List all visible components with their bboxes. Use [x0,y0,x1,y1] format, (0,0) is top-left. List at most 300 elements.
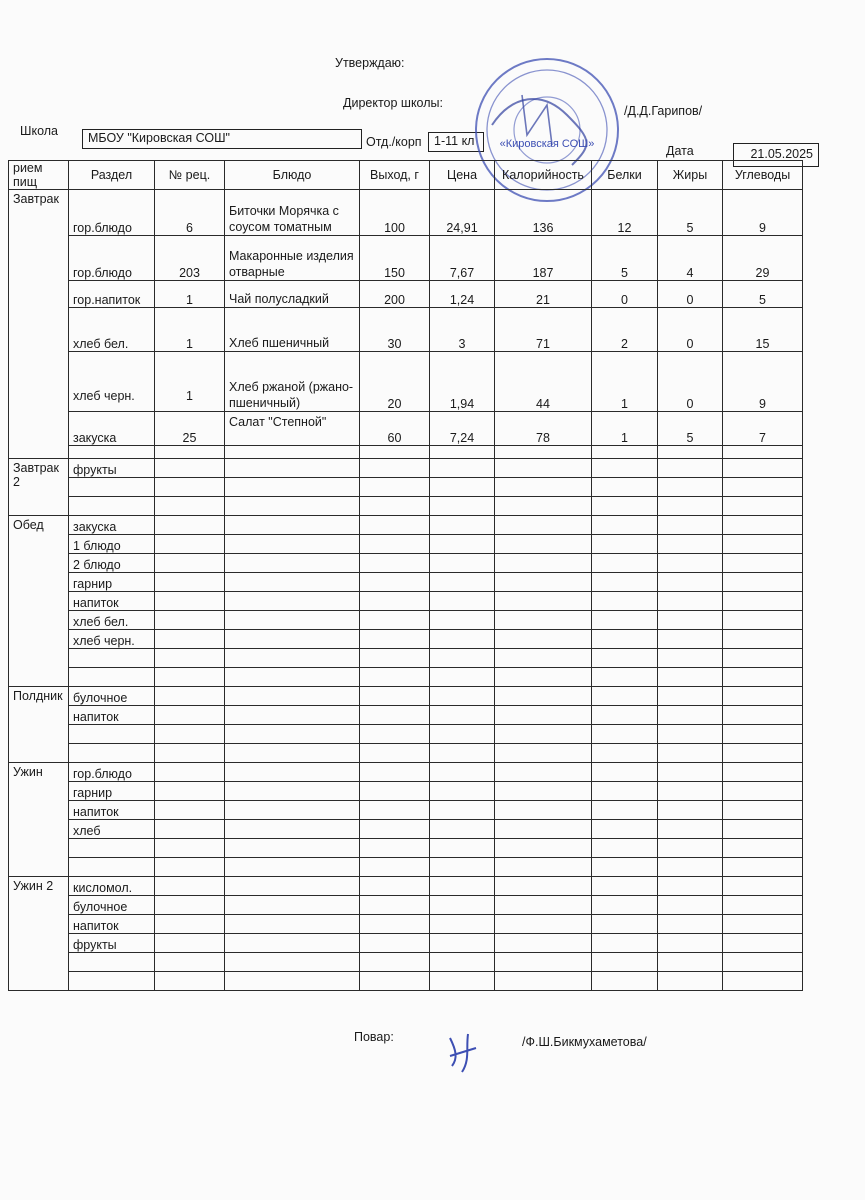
empty-cell [430,516,495,535]
empty-cell [592,630,658,649]
empty-cell [495,535,592,554]
empty-cell [225,497,360,516]
empty-cell [225,706,360,725]
empty-cell [723,915,803,934]
fat-cell: 5 [658,190,723,236]
empty-cell [723,744,803,763]
section-cell: хлеб [69,820,155,839]
table-row [9,763,803,782]
recipe-cell: 203 [155,236,225,281]
empty-cell [225,630,360,649]
empty-cell [723,877,803,896]
table-row [9,412,803,446]
empty-cell [225,649,360,668]
empty-cell [225,896,360,915]
school-label: Школа [20,124,58,138]
empty-cell [155,630,225,649]
fat-cell: 4 [658,236,723,281]
empty-cell [225,915,360,934]
protein-cell: 2 [592,308,658,352]
dish-cell: Макаронные изделия отварные [225,236,360,281]
section-cell: напиток [69,915,155,934]
empty-cell [155,478,225,497]
empty-cell [360,782,430,801]
table-row [9,972,803,991]
empty-cell [723,592,803,611]
empty-cell [495,972,592,991]
empty-cell [155,858,225,877]
empty-cell [225,478,360,497]
empty-cell [430,972,495,991]
empty-cell [225,782,360,801]
empty-cell [225,459,360,478]
empty-cell [592,953,658,972]
empty-cell [155,725,225,744]
meal-name: Ужин 2 [9,877,69,991]
director-label: Директор школы: [343,96,443,110]
empty-cell [723,516,803,535]
empty-cell [225,535,360,554]
empty-cell [723,573,803,592]
empty-cell [155,516,225,535]
empty-cell [592,535,658,554]
fat-cell: 0 [658,352,723,412]
empty-cell [723,630,803,649]
output-cell: 150 [360,236,430,281]
empty-cell [723,554,803,573]
empty-cell [658,763,723,782]
empty-cell [430,459,495,478]
empty-cell [430,592,495,611]
carb-cell: 7 [723,412,803,446]
empty-cell [360,972,430,991]
empty-cell [495,592,592,611]
empty-cell [658,820,723,839]
section-cell: фрукты [69,934,155,953]
empty-cell [225,725,360,744]
section-cell: фрукты [69,459,155,478]
table-row [9,820,803,839]
kcal-cell: 21 [495,281,592,308]
empty-cell [155,554,225,573]
empty-cell [360,497,430,516]
empty-cell [495,725,592,744]
table-row [9,934,803,953]
table-row [9,478,803,497]
empty-cell [225,801,360,820]
empty-cell [155,896,225,915]
section-cell: напиток [69,592,155,611]
recipe-cell: 6 [155,190,225,236]
col-recipe: № рец. [155,161,225,190]
empty-cell [592,592,658,611]
empty-cell [723,801,803,820]
empty-cell [592,459,658,478]
carb-cell: 15 [723,308,803,352]
empty-cell [155,497,225,516]
section-cell [69,744,155,763]
empty-cell [658,687,723,706]
kcal-cell: 78 [495,412,592,446]
section-cell: хлеб черн. [69,352,155,412]
fat-cell: 0 [658,308,723,352]
table-row [9,611,803,630]
empty-cell [495,953,592,972]
empty-cell [658,554,723,573]
empty-cell [495,516,592,535]
empty-cell [658,782,723,801]
kcal-cell: 44 [495,352,592,412]
empty-cell [430,668,495,687]
empty-cell [658,516,723,535]
empty-cell [155,877,225,896]
table-row [9,953,803,972]
empty-cell [658,668,723,687]
empty-cell [430,554,495,573]
empty-cell [360,535,430,554]
empty-cell [360,459,430,478]
price-cell: 1,94 [430,352,495,412]
empty-cell [658,839,723,858]
dept-field: 1-11 кл [428,132,484,152]
meal-name: Ужин [9,763,69,877]
table-row [9,668,803,687]
empty-cell [592,763,658,782]
empty-cell [430,497,495,516]
empty-cell [658,573,723,592]
table-row [9,839,803,858]
table-row [9,649,803,668]
empty-cell [495,668,592,687]
empty-cell [430,630,495,649]
empty-cell [495,915,592,934]
empty-cell [360,516,430,535]
price-cell: 24,91 [430,190,495,236]
col-price: Цена [430,161,495,190]
col-section: Раздел [69,161,155,190]
section-cell: гор.блюдо [69,236,155,281]
empty-cell [225,839,360,858]
empty-cell [723,763,803,782]
empty-cell [495,497,592,516]
empty-cell [723,782,803,801]
section-cell: гор.блюдо [69,190,155,236]
empty-cell [592,858,658,877]
empty-cell [360,687,430,706]
table-row [9,497,803,516]
empty-cell [592,516,658,535]
empty-cell [723,535,803,554]
recipe-cell: 1 [155,352,225,412]
section-cell [69,478,155,497]
col-dish: Блюдо [225,161,360,190]
empty-cell [658,649,723,668]
empty-cell [225,554,360,573]
col-carb: Углеводы [723,161,803,190]
empty-cell [430,877,495,896]
empty-cell [360,896,430,915]
empty-cell [225,953,360,972]
carb-cell: 9 [723,190,803,236]
empty-cell [360,858,430,877]
empty-cell [155,782,225,801]
empty-cell [155,592,225,611]
empty-cell [155,687,225,706]
empty-cell [155,763,225,782]
protein-cell: 1 [592,412,658,446]
cook-name: /Ф.Ш.Бикмухаметова/ [522,1035,647,1049]
table-row [9,459,803,478]
recipe-cell: 25 [155,412,225,446]
date-label: Дата [666,144,694,158]
empty-cell [360,877,430,896]
empty-cell [592,972,658,991]
empty-cell [430,858,495,877]
carb-cell: 9 [723,352,803,412]
empty-cell [430,611,495,630]
output-cell: 60 [360,412,430,446]
table-row [9,352,803,412]
empty-cell [430,839,495,858]
empty-cell [658,497,723,516]
empty-cell [430,782,495,801]
empty-cell [723,611,803,630]
section-cell: гор.напиток [69,281,155,308]
empty-cell [592,554,658,573]
table-row [9,308,803,352]
empty-cell [225,744,360,763]
section-cell [69,497,155,516]
section-cell [69,858,155,877]
dish-cell: Хлеб пшеничный [225,308,360,352]
empty-cell [155,953,225,972]
empty-cell [155,744,225,763]
empty-cell [430,687,495,706]
col-meal: рием пищ [9,161,69,190]
empty-cell [495,782,592,801]
empty-cell [430,820,495,839]
carb-cell: 5 [723,281,803,308]
school-field: МБОУ "Кировская СОШ" [82,129,362,149]
price-cell: 7,24 [430,412,495,446]
empty-cell [495,649,592,668]
empty-cell [430,744,495,763]
section-cell: гарнир [69,782,155,801]
table-row [9,915,803,934]
empty-cell [430,934,495,953]
empty-cell [658,478,723,497]
col-output: Выход, г [360,161,430,190]
empty-cell [723,459,803,478]
empty-cell [658,877,723,896]
table-row [9,236,803,281]
table-row [9,706,803,725]
empty-cell [155,611,225,630]
col-protein: Белки [592,161,658,190]
menu-table [8,160,803,991]
empty-cell [360,554,430,573]
empty-cell [495,877,592,896]
section-cell: хлеб черн. [69,630,155,649]
empty-cell [495,744,592,763]
empty-cell [495,459,592,478]
table-row [9,592,803,611]
director-name: /Д.Д.Гарипов/ [624,104,703,118]
empty-cell [592,706,658,725]
protein-cell: 0 [592,281,658,308]
empty-cell [360,763,430,782]
empty-cell [658,744,723,763]
fat-cell: 5 [658,412,723,446]
meal-name: Завтрак 2 [9,459,69,516]
empty-cell [495,896,592,915]
empty-cell [225,877,360,896]
empty-cell [592,820,658,839]
section-cell [69,839,155,858]
table-row [9,782,803,801]
empty-cell [155,972,225,991]
empty-cell [592,744,658,763]
empty-cell [225,763,360,782]
empty-cell [723,820,803,839]
empty-cell [658,972,723,991]
output-cell: 200 [360,281,430,308]
empty-cell [360,611,430,630]
empty-cell [723,858,803,877]
table-row [9,535,803,554]
empty-cell [155,573,225,592]
empty-cell [592,782,658,801]
kcal-cell: 136 [495,190,592,236]
empty-cell [495,858,592,877]
section-cell [69,725,155,744]
dish-cell: Хлеб ржаной (ржано-пшеничный) [225,352,360,412]
approve-label: Утверждаю: [335,56,405,70]
empty-cell [592,877,658,896]
dish-cell: Биточки Морячка с соусом томатным [225,190,360,236]
empty-cell [658,953,723,972]
empty-cell [430,535,495,554]
empty-cell [658,706,723,725]
empty-cell [723,687,803,706]
empty-cell [592,801,658,820]
table-row [9,573,803,592]
empty-cell [723,649,803,668]
empty-cell [225,668,360,687]
empty-cell [430,801,495,820]
empty-cell [155,915,225,934]
empty-cell [723,706,803,725]
fat-cell: 0 [658,281,723,308]
empty-cell [155,535,225,554]
empty-cell [360,915,430,934]
empty-cell [658,611,723,630]
empty-cell [592,611,658,630]
empty-cell [658,592,723,611]
recipe-cell: 1 [155,308,225,352]
section-cell: кисломол. [69,877,155,896]
empty-cell [495,687,592,706]
empty-cell [592,573,658,592]
table-row [9,744,803,763]
empty-cell [723,896,803,915]
empty-cell [360,934,430,953]
protein-cell: 1 [592,352,658,412]
meal-name: Полдник [9,687,69,763]
empty-cell [592,839,658,858]
table-row [9,281,803,308]
section-cell [69,668,155,687]
empty-cell [430,896,495,915]
empty-cell [225,611,360,630]
empty-cell [495,820,592,839]
empty-cell [225,934,360,953]
empty-cell [225,972,360,991]
empty-cell [430,915,495,934]
empty-cell [360,744,430,763]
empty-cell [430,725,495,744]
empty-cell [495,573,592,592]
empty-cell [658,459,723,478]
empty-cell [155,706,225,725]
table-row [9,630,803,649]
table-row [9,554,803,573]
section-cell [69,649,155,668]
empty-cell [592,497,658,516]
empty-cell [360,953,430,972]
empty-cell [430,649,495,668]
empty-cell [658,915,723,934]
empty-cell [495,934,592,953]
empty-cell [658,725,723,744]
empty-cell [360,592,430,611]
empty-cell [155,459,225,478]
col-fat: Жиры [658,161,723,190]
empty-cell [430,763,495,782]
empty-cell [592,896,658,915]
empty-cell [495,839,592,858]
section-cell: булочное [69,687,155,706]
empty-cell [495,706,592,725]
section-cell: закуска [69,412,155,446]
empty-cell [360,839,430,858]
table-row [9,801,803,820]
empty-cell [430,706,495,725]
empty-cell [723,497,803,516]
meal-name: Обед [9,516,69,687]
table-row [9,516,803,535]
protein-cell: 5 [592,236,658,281]
empty-cell [360,649,430,668]
empty-cell [592,478,658,497]
empty-cell [225,820,360,839]
empty-cell [430,953,495,972]
table-row [9,858,803,877]
kcal-cell: 71 [495,308,592,352]
empty-cell [225,573,360,592]
section-cell: хлеб бел. [69,308,155,352]
section-cell: закуска [69,516,155,535]
section-cell: 2 блюдо [69,554,155,573]
empty-cell [658,858,723,877]
col-kcal: Калорийность [495,161,592,190]
table-row [9,896,803,915]
empty-cell [430,478,495,497]
section-cell: гор.блюдо [69,763,155,782]
empty-cell [495,630,592,649]
kcal-cell: 187 [495,236,592,281]
stamp-center-text: «Кировская СОШ» [499,138,595,150]
